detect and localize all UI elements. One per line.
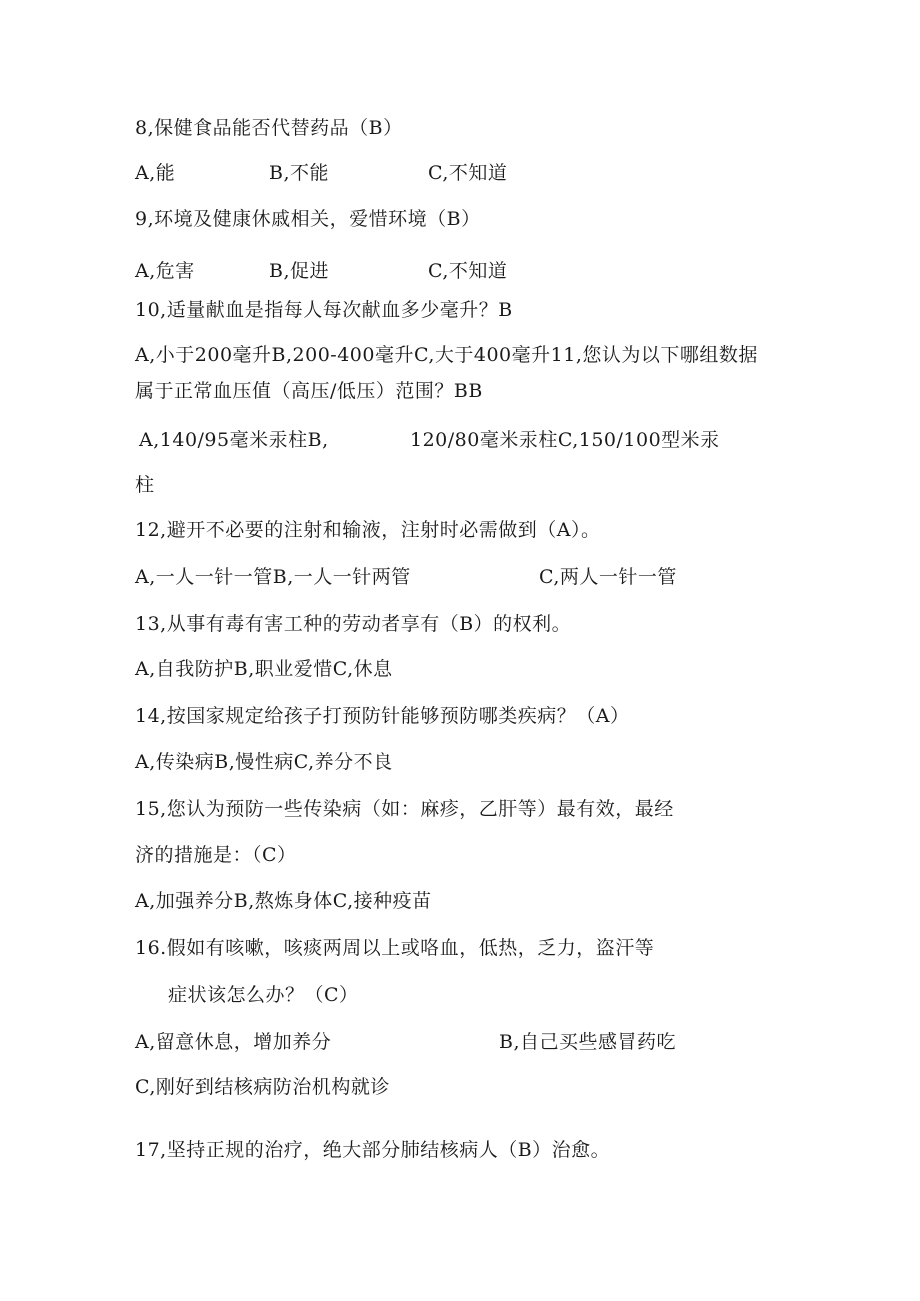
- question-16-line-2: 症状该怎么办？（C）: [168, 984, 359, 1006]
- question-9: 9,环境及健康休戚相关，爱惜环境（B）: [135, 208, 481, 230]
- q12-option-ab: A,一人一针一管B,一人一针两管: [135, 566, 411, 588]
- question-11-options-wrap: 柱: [135, 474, 155, 496]
- q8-option-b: B,不能: [269, 162, 330, 184]
- question-16-line-1: 16.假如有咳嗽，咳痰两周以上或咯血，低热，乏力，盗汗等: [135, 937, 655, 959]
- question-10: 10,适量献血是指每人每次献血多少毫升？B: [135, 299, 513, 321]
- question-13-options: A,自我防护B,职业爱惜C,休息: [135, 658, 393, 680]
- question-11-continued: 属于正常血压值（高压/低压）范围？BB: [135, 380, 483, 402]
- q9-option-b: B,促进: [269, 260, 330, 282]
- question-15-line-2: 济的措施是：（C）: [135, 844, 297, 866]
- question-8: 8,保健食品能否代替药品（B）: [135, 117, 403, 139]
- q9-option-c: C,不知道: [428, 260, 508, 282]
- q16-option-b: B,自己买些感冒药吃: [499, 1031, 677, 1053]
- question-15-line-1: 15,您认为预防一些传染病（如：麻疹，乙肝等）最有效，最经: [135, 798, 674, 820]
- q8-option-c: C,不知道: [428, 162, 508, 184]
- question-14-options: A,传染病B,慢性病C,养分不良: [135, 751, 393, 773]
- q11-option-bc: 120/80毫米汞柱C,150/100型米汞: [410, 429, 720, 451]
- question-15-options: A,加强养分B,熬炼身体C,接种疫苗: [135, 890, 432, 912]
- question-13: 13,从事有毒有害工种的劳动者享有（B）的权利。: [135, 613, 572, 635]
- q16-option-c: C,刚好到结核病防治机构就诊: [135, 1076, 390, 1098]
- q9-option-a: A,危害: [135, 260, 195, 282]
- q8-option-a: A,能: [135, 162, 176, 184]
- q12-option-c: C,两人一针一管: [539, 566, 677, 588]
- question-17: 17,坚持正规的治疗，绝大部分肺结核病人（B）治愈。: [135, 1139, 611, 1161]
- question-12: 12,避开不必要的注射和输液，注射时必需做到（A）。: [135, 519, 601, 541]
- q11-option-a: A,140/95毫米汞柱B,: [139, 429, 329, 451]
- question-10-options: A,小于200毫升B,200-400毫升C,大于400毫升11,您认为以下哪组数据: [135, 344, 758, 366]
- question-14: 14,按国家规定给孩子打预防针能够预防哪类疾病？（A）: [135, 705, 630, 727]
- q16-option-a: A,留意休息，增加养分: [135, 1031, 332, 1053]
